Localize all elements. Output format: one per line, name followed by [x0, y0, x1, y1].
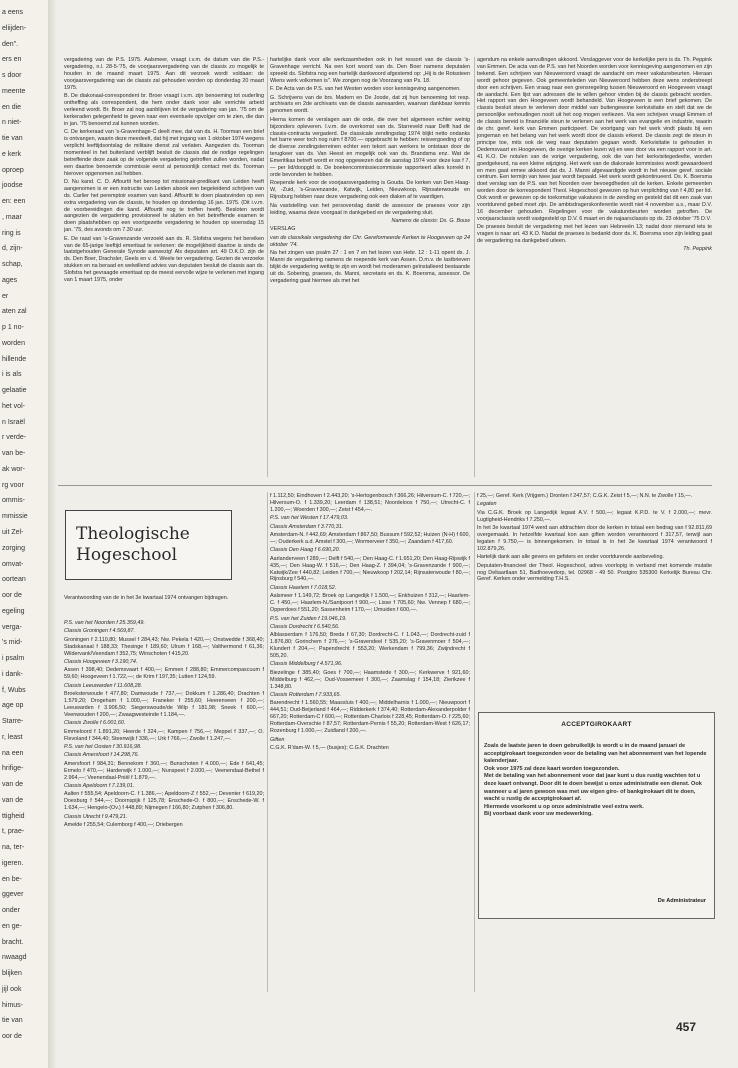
- article-paragraph: Roepende kerk voor de voorjaarsvergadering is Gouda. De kerken van Den Haag-W, -Zuid, 's-Gravenzande, Katwijk, Leiden, Nieuwkoop, Rijnsaterwoude en Rijnsburg hebben naar deze vergadering ook een diaken af te vaardigen.: [270, 180, 470, 201]
- section-title-line-1: Theologische: [76, 524, 190, 544]
- contribution-heading: Classis Leeuwarden f 11.608,28.: [64, 682, 143, 689]
- contribution-heading: Classis Apeldoorn f 7.139,01.: [64, 783, 135, 790]
- article-paragraph: E. De raad van 's-Gravenzande verzoekt aan ds. R. Slofstra wegens het bereiken van de 65-jarige leeftijd emeritaat te verlenen: de mogelijkheid daartoe is sinds de laatstgehouden Generale Synode aanwezig! Als deputaten art. 49 D.K.O. zijn de ds. Den Boer, Drachsler, Geels en v. d. Weele ter vergadering. Gezien de verzoeke stukken en na beraad en welwillend advies van deputaten besluit de classis aan ds. Slofstra het gevraagde emeritaat op de meest eervolle wijze te verlenen met ingang van 1 maart 1975, onder: [64, 235, 264, 284]
- previous-page-fragment: n Israël: [2, 418, 25, 426]
- previous-page-fragment: en ge-: [2, 922, 22, 930]
- contribution-entry: Groningen f 2.110,80; Mussel f 284,43; Nw. Pekela f 420,—; Onstwedde f 368,40; Stadskanaal f 188,33; Thesinge f 189,60; Ulrum f 168,—; Valthermond f 61,36; Wildervank/Veendam f 352,75; Winschoten f 415,20.: [64, 636, 264, 657]
- book-gutter: [48, 0, 58, 1068]
- report-signature: Th. Peppink: [683, 246, 712, 253]
- acceptgiro-paragraph: Zoals de laatste jaren te doen gebruikelijk is wordt u in de maand januari de acceptgirokaart toegezonden voor de betaling van het abonnement van het lopende kalenderjaar.: [484, 743, 707, 765]
- contribution-heading: Classis Den Haag f 6.690,20.: [270, 547, 341, 554]
- contribution-entry: Alblasserdam f 176,50; Breda f 67,30; Dordrecht-C. f 1.043,—; Dordrecht-zuid f 1.876,80; Gorinchem f 276,—; 's-Gravendeel f 535,20; 's-Gravenmoer f 504,—; Klundert f 204,—; Papendrecht f 553,20; Werkendam f 799,36; Zwijndrecht f 505,20.: [270, 632, 470, 660]
- contribution-heading: P.S. van het Noorden f 25.359,49.: [64, 620, 145, 626]
- previous-page-fragment: hrifige-: [2, 765, 24, 773]
- previous-page-fragment: i psalm: [2, 655, 25, 663]
- contribution-entry: Barendrecht f 1.560,55; Maassluis f 400,—; Middelharnis f 1.000,—; Nieuwpoort f 444,51; Oud-Beijerland f 464,—; Ridderkerk f 374,40; Rotterdam-Alexanderpolder f 667,20; Rotterdam-C f 600,—; Rotterdam-Charlois f 228,45; Rotterdam-O. f 225,60; Rotterdam-Overschie f 87,57; Rotterdam-Pernis f 55,20; Rotterdam-West f 626,17; Rozenburg f 1.000,—; Zuidland f 200,—.: [270, 700, 470, 735]
- previous-page-fragment: Starre-: [2, 718, 24, 726]
- previous-page-fragment: himus-: [2, 1001, 24, 1009]
- section-title-box: [65, 510, 232, 580]
- previous-page-fragment: den".: [2, 40, 19, 48]
- previous-page-fragment: van de: [2, 781, 24, 789]
- article-paragraph: Na vaststelling van het persoverslag dankt de assessor de praeses voor zijn leiding, waarna deze voorgaat in dankgebed en de vergadering sluit.: [270, 202, 470, 216]
- previous-page-fragment: oproep: [2, 166, 24, 174]
- contribution-entry: Broeksterwoude f 477,80; Damwoude f 737,—; Dokkum f 1.286,40; Drachten f 1.579,20; Drogeham f 1.000,—; Franeker f 255,60; Heerenveen f 200,—; Leeuwarden f 3.906,50; Siegerswoude/de Wilp f 181,98; Sneek f 600,—; Veenwouden f 200,—; Zwaagwesteinde f 1.184,—.: [64, 691, 264, 718]
- theol-intro: [64, 595, 264, 615]
- previous-page-fragment: a eens: [2, 9, 24, 16]
- previous-page-fragment: i is als: [2, 371, 22, 379]
- previous-page-edge: [0, 0, 49, 1068]
- previous-page-fragment: r verde-: [2, 434, 27, 442]
- contribution-heading: Classis Groningen f 4.569,87.: [64, 628, 136, 635]
- previous-page-fragment: ommis-: [2, 497, 25, 505]
- previous-page-fragment: ages: [2, 276, 18, 284]
- previous-page-fragment: ggever: [2, 891, 24, 899]
- contribution-heading: Classis Haarlem f 7.018,52.: [270, 584, 337, 591]
- previous-page-fragment: uit Zel-: [2, 529, 24, 536]
- article-paragraph: Hierna komen de verslagen aan de orde, die over het algemeen echter weinig bijzonders opleveren. I.v.m. de overkomst van ds. Starreveld naar Delft had de classis-contracta vergaderd. De classicale zendingsdag 1974 blijkt netto ondanks het barre weer toch nog ruim f 8700.— opgebracht te hebben: reisvergoeding of op de diverse zendingsterreinen echter een tekort aan werkers te ontstaan door de terugkeer van ds. Van Heest en mogelijk ook van ds. Brandsma enz. Wat de Emeritikas betreft wordt er nog opgewezen dat de aanslag 1974 voor deze kas f 7,— per lid/doopgid is. De boekencommissiecommissie rapporteert alles korrekt in orde bevonden te hebben.: [270, 116, 470, 178]
- previous-page-fragment: n niet-: [2, 119, 22, 127]
- previous-page-fragment: van be-: [2, 450, 26, 458]
- previous-page-fragment: 's mid-: [2, 639, 23, 647]
- article-paragraph: Na het zingen van psalm 27 : 1 en 7 en het lezen van Hebr. 12 : 1-11 opent ds. J. Manni de vergadering namens de roepende kerk van Assen. D.m.v. de lastbrieven blijkt de vergadering wettig te zijn en wordt het moderamen geïnstalleerd bestaande uit ds. Sobering, praeses, ds. Manni, secretaris en ds. K. Boersma, assessor. De vergadering gaat hiermee als met het: [270, 250, 470, 284]
- top-article-column-2: [270, 57, 470, 482]
- acceptgiro-paragraph: Met de betaling van het abonnement voor dat jaar kunt u dus rustig wachten tot u deze kaart ontvangt. Door dit te doen bewijst u onze administratie een dienst. Ook wanneer u al jaren gewoon was met uw eigen giro- of bankgirokaart dit te doen, wacht u rustig de acceptgirokaart af.: [484, 773, 702, 803]
- contribution-heading: Classis Dordrecht f 6.540,56.: [270, 623, 340, 630]
- previous-page-fragment: na een: [2, 749, 24, 757]
- previous-page-fragment: mmissie: [2, 513, 28, 521]
- column-rule: [267, 492, 268, 992]
- previous-page-fragment: ring is: [2, 229, 21, 237]
- previous-page-fragment: t, prae-: [2, 828, 25, 836]
- acceptgiro-paragraph: Ook voor 1975 zal deze kaart worden toegezonden.: [484, 765, 620, 772]
- contribution-heading: P.S. van het Zuiden f 19.046,19.: [270, 615, 347, 622]
- previous-page-fragment: jijl ook: [2, 985, 22, 993]
- previous-page-fragment: , maar: [2, 213, 22, 221]
- previous-page-fragment: meente: [2, 87, 26, 95]
- previous-page-fragment: verga-: [2, 623, 22, 631]
- contribution-entry: Amelde f 255,54; Culemborg f 400,—; Driebergen: [64, 822, 183, 829]
- contribution-heading: Classis Utrecht f 9.479,21.: [64, 813, 128, 820]
- previous-page-fragment: joodse: [2, 182, 23, 190]
- article-paragraph: G. Schrijvens van de brs. Madern en De Joode, dat zij hun benoeming tot resp. archivaris en 2de archivaris van de classis aanvaarden, waarvan dankbaar kennis genomen wordt.: [270, 94, 470, 115]
- previous-page-fragment: blijken: [2, 970, 22, 978]
- contribution-heading: Classis Zwolle f 6.001,60.: [64, 720, 126, 727]
- previous-page-fragment: aten zal: [2, 308, 27, 316]
- contribution-entry: Via C.G.K. Broek op Langedijk legaat A.V. f 500,—; legaat K.P.D. te V. f 2.000,—; mevr. Lugtigheid-Hendriks f 7.250,—.: [477, 509, 712, 523]
- previous-page-fragment: f, Wubs: [2, 686, 26, 694]
- contribution-entry: Aalten f 555,54; Apeldoorn-C. f 1.386,—; Apeldoorn-Z f 552,—; Deventer f 619,20; Doesburg f 544,—; Doornspijk f 125,78; Enschede-O. f 800,—; Enschede-W. f 1.634,—; Hengelo-(Ov.) f 448,89; Nijmegen f 166,80; Zutphen f 306,80.: [64, 791, 264, 812]
- previous-page-fragment: s door: [2, 72, 22, 80]
- contribution-entry: Emmeloord f 1.891,20; Heerde f 324,—; Kampen f 756,—; Meppel f 337,—; O. Flevoland f 344,40; Steenwijk f 336,—; Urk f 766,—; Zwolle f 1.247,—.: [64, 728, 264, 742]
- contribution-entry: Deputaten-financieel der Theol. Hogeschool, adres voorlopig in verband met komende mutatie nog Deltaartlaan 51, Badhoevedorp, tel. 02968 - 49 50. Postgiro 535300 Kerkelijk Bureau Chr. Geref. Kerken onder vermelding T.H.S.: [477, 562, 712, 583]
- previous-page-fragment: zorging: [2, 544, 25, 552]
- previous-page-fragment: ttigheid: [2, 812, 25, 820]
- article-paragraph: C. De kerkeraad van 's-Gravenhage-C deelt mee, dat van ds. H. Toorman een brief is ontvangen, waarin deze meedeelt, dat hij met ingang van 1 oktober 1974 wegens verplicht leeftijdsontslag de militaire dienst zal verlaten. Aangezien ds. Toorman momenteel in het buitenland verblijft besluit de classis dat de nodige regelingen betreffende deze zaak op de volgende vergadering getroffen zullen worden, nadat een daartoe benoemde commissie eerst al persoonlijk contact met ds. Toorman hierover opgenomen zal hebben.: [64, 129, 264, 177]
- contribution-heading: Classis Rotterdam f 7.933,65.: [270, 692, 342, 699]
- report-heading: VERSLAG: [270, 226, 296, 233]
- theol-column-1: [64, 620, 264, 990]
- contribution-heading: Classis Middelburg f 4.571,96.: [270, 661, 343, 668]
- previous-page-fragment: worden: [2, 339, 25, 347]
- previous-page-fragment: tie van: [2, 135, 23, 143]
- contribution-entry: Biezelinge f 385,40; Goes f 700,—; Haamstede f 300,—; Kerkwerve f 921,60; Middelburg f 462,—; Oud-Vossemeer f 300,—; Zaamslag f 154,18; Zierikzee f 1.348,80.: [270, 669, 470, 690]
- page-number: 457: [676, 1020, 697, 1034]
- contribution-heading: Classis Hoogeveen f 3.190,74.: [64, 659, 138, 666]
- contribution-entry: Aarlanderveen f 289,—; Delft f 540,—; Den Haag-C. f 1.651,20; Den Haag-Rijswijk f 435,—; Den Haag-W. f 516,—; Den Haag-Z. f 394,04; 's-Gravenzande f 900,—; Katwijk/Zee f 440,82; Leiden f 700,—; Nieuwkoop f 202,14; Rijnsaterwoude f 80,—; Rijnsburg f 540,—.: [270, 555, 470, 583]
- contribution-entry: f 1.112,50; Eindhoven f 2.443,20; 's-Hertogenbosch f 366,26; Hilversum-C. f 720,—; Hilversum-O. f 1.339,20; Leerdam f 138,51; Noordeloos f 750,—; Utrecht-C. f 1.200,—; Woerden f 300,—; Zeist f 454,—.: [270, 493, 470, 513]
- previous-page-fragment: schap,: [2, 261, 23, 269]
- acceptgiro-paragraph: Hiermede voorkomt u op onze administratie veel extra werk.: [484, 803, 644, 810]
- previous-page-fragment: onder: [2, 907, 20, 915]
- previous-page-fragment: van de: [2, 796, 24, 804]
- contribution-heading: P.S. van het Westen f 17.479,03.: [270, 515, 349, 522]
- contribution-entry: C.G.K. R'dam-W. f 5,— (busjes); C.G.K. Drachten: [270, 744, 389, 751]
- previous-page-fragment: oor de: [2, 1033, 22, 1041]
- previous-page-fragment: bracht.: [2, 938, 24, 946]
- article-paragraph: agendum na enkele aanvullingen akkoord. Verslaggever voor de kerkelijke pers is ds. Th. Peppink van Emmen. De acta van de P.S. van het Noorden worden voor kennisgeving aangenomen en zijn bekend. Een schrijven van Nieuweroord vraagt de aandacht om meer vakaturebeurten. Hieraan wordt gehoor gegeven. Ook gemeenteleden van Nieuweroord hebben deze wens onderstreept door een schrijven. Een vraag naar een grensregeling tussen Nieuweroord en Hoogeveen vraagt de aandacht. Een lijst van adressen die te willen gehoor vinden bij de classis gebracht worden. Het rapport van den Hoogeveen wordt behandeld. Van Hoogeveen is een brief gekomen. De classis besluit steun te verlenen door middel van buitengewone kerkvisitatie en stelt dat we de persoonlijke verhoudingen nooit uit het oog mogen verliezen. Via een schrijven vraagt Emmen of de classis bereid is financiële steun te verlenen aan het werk van evangelie en industrie, waarin de chr. geref. kerk van Emmen participeert. De voortgang van het werk vindt plaats bij een jongeman en het belang van het werk wordt door de classis erkend. De classis zegt de steun in principe toe, mits ook de weg naar deputaten gegaan wordt. Kerkvisitatie is gehouden in Dedemsvaart en Hoogeveen, de overige kerken lezen wij en wee door via een rapport voor in art. 41 K.O. De notulen van de vorige vergadering, ook die van het kerkvisitegedeelte, worden goedgekeurd, na een kleine wijziging. Het werk van de diakonale kommissies wordt gewaardeerd en men gaat ermee akkoord dat ds. J. Manni afgevaardigde wordt in het nieuwe geref. sociale centrum. Een termijn van twee jaar wordt bepaald. Het werk wordt gekontinueerd. Ds. K. Boersma doet verslag van de P.S. van het Noorden over bevoegdheden uit de kerken. Enkele gemeenten worden door de korrespondent Theol. Hogeschool gewezen op hun verplichting van f 4,80 per lid. Ook wordt er gewezen op de toekomstige vakatures in de zending en gesteld dat dit een zaak van voortdurend gebed moet zijn. De ambtsdragerskonferentie wordt niet 4 november a.s., maar D.V. 16 december gehouden. Regelingen voor de vakaturebeurten worden getroffen. De voorjaarsclassis wordt vastgesteld op D.V. 6 maart en de najaarsclassis op ds. 23 oktober '75 D.V.: [477, 57, 712, 222]
- previous-page-fragment: r, least: [2, 733, 23, 741]
- previous-page-fragment: er: [2, 292, 9, 300]
- acceptgiro-paragraph: Bij voorbaat dank voor uw medewerking.: [484, 811, 593, 818]
- previous-page-fragment: ers en: [2, 56, 22, 64]
- article-paragraph: B. De diakonaal-correspondent br. Broer vraagt i.v.m. zijn benoeming tot ouderling ontheffing als correspondent, die hem onder dank voor alle verrichte arbeid verleend wordt. Br. Broer zal nog aanblijven tot de vergadering van jan. '75 om de kerkeraden gelegenheid te geven naar een eventuele opvolger om te zien, die dan in jan. '75 benoemd zal kunnen worden.: [64, 93, 264, 127]
- previous-page-fragment: oor de: [2, 592, 22, 600]
- article-paragraph: hartelijke dank voor alle werkzaamheden ook in het ressort van de classis 's-Gravenhage verricht. Na een kort woord van ds. Den Boer namens deputaten spreekt ds. Slofstra nog een hartelijk dankwoord afgestemd op: „Hij is de Rotssteen Wiens werk volkomen is". We zongen nog de Voorzang van Ps. 18.: [270, 57, 470, 84]
- contribution-entry: Aalsmeer f 1.149,72; Broek op Langedijk f 1.500,—; Enkhuizen f 312,—; Haarlem-C. f 450,—; Haarlem-N./Santpoort f 900,—; Lisse f 705,60; Nw. Vennep f 680,—; Opperdoes f 551,20; Sassenheim f 170,—; IJmuiden f 600,—.: [270, 593, 470, 614]
- contribution-entry: f 25,—; Geref. Kerk (Vrijgem.) Dronten f 247,57; C.G.K. Zeist f 5,—; N.N. te Zwolle f 15,—.: [477, 493, 693, 499]
- article-paragraph: van de classikale vergadering der Chr. Gereformeerde Kerken te Hoogeveen op 24 oktober '74.: [270, 234, 470, 248]
- previous-page-fragment: i dank-: [2, 670, 24, 678]
- previous-page-fragment: nwaagd: [2, 954, 27, 962]
- previous-page-fragment: e kerk: [2, 150, 22, 158]
- previous-page-fragment: en be-: [2, 875, 22, 883]
- contribution-entry: Hartelijk dank aan alle gevers en gefsters en onder voortdurende aanbeveling.: [477, 554, 664, 561]
- section-title-line-2: Hogeschool: [76, 545, 178, 565]
- previous-page-fragment: d, zijn-: [2, 245, 23, 253]
- column-rule: [267, 57, 268, 477]
- intro-text: Verantwoording van de in het 3e kwartaal 1974 ontvangen bijdragen.: [64, 595, 229, 601]
- top-article-column-1: [64, 57, 264, 482]
- previous-page-fragment: igeren.: [2, 859, 24, 867]
- previous-page-fragment: p 1 no-: [2, 324, 24, 332]
- contribution-entry: Assen f 398,40; Dedemsvaart f 400,—; Emmen f 288,80; Emmercompascuum f 59,60; Hoogeveen f 1.722,—; de Krim f 197,35; Lutten f 124,59.: [64, 667, 264, 681]
- previous-page-fragment: hillende: [2, 355, 27, 363]
- previous-page-fragment: eliijden-: [2, 24, 27, 32]
- previous-page-fragment: na, ter-: [2, 844, 25, 852]
- previous-page-fragment: omvat-: [2, 560, 24, 568]
- article-paragraph: De praeses besluit de vergadering met het lezen van Hebreeën 13; nadat door niemand iets te vragen is naar art. 43 K.O. Nadat de praeses is bedankt door ds. K. Boersma voor zijn leiding gaat de vergadering na dankgebed uiteen.: [477, 224, 712, 245]
- theol-column-2: [270, 493, 470, 993]
- acceptgiro-notice: [478, 712, 715, 919]
- article-signature: Namens de classis: Ds. G. Bouw: [391, 217, 470, 224]
- previous-page-fragment: rg voor: [2, 481, 24, 489]
- previous-page-fragment: egeling: [2, 607, 25, 615]
- theol-column-3: [477, 493, 712, 703]
- contribution-heading: P.S. van het Oosten f 30.916,98.: [64, 744, 142, 750]
- top-article-column-3: [477, 57, 712, 482]
- article-paragraph: D. Nu kand. C. D. Affourtit het beroep tot missionair-predikant van Leiden heeft aangenomen is er een instructie van Leiden alsook een begeleidend schrijven van ds. Carlier het peremptoir examen van kand. Affourtit te doen plaatsvinden op een extra vergadering van de classis, te houden op donderdag 16 jan. 1975. (Dit i.v.m. de voorbereidingen die kand. Affourtit nog te treffen heeft). Besloten wordt aangezien de vergadering provisioneel te sluiten en het betreffende examen te doen plaatshebben op een voortgezette vergadering te houden op woensdag 15 jan. '75, des avonds om 7.30 uur.: [64, 178, 264, 234]
- column-rule: [474, 492, 475, 992]
- contribution-heading: Legaten: [477, 501, 497, 508]
- contribution-heading: Giften: [270, 736, 285, 743]
- previous-page-fragment: en die: [2, 103, 22, 111]
- acceptgiro-body: [484, 743, 709, 819]
- contribution-heading: Classis Amsterdam f 3.770,31.: [270, 523, 344, 530]
- previous-page-fragment: het vol-: [2, 402, 25, 410]
- previous-page-fragment: age op: [2, 702, 24, 710]
- section-divider: [58, 485, 712, 486]
- acceptgiro-title: ACCEPTGIROKAART: [561, 721, 632, 728]
- contribution-entry: In het 3e kwartaal 1974 werd aan afdrachten door de kerken in totaal een bedrag van f 92.811,69 overgemaakt. In hetzelfde kwartaal kon aan giften worden verantwoord f 317,57, terwijl aan legaten f 9.750,— is binnengekomen. In totaal is in het 3e kwartaal 1974 verantwoord f 102.879,26.: [477, 525, 712, 552]
- previous-page-fragment: oortean: [2, 576, 26, 584]
- previous-page-fragment: tie van: [2, 1017, 23, 1025]
- article-paragraph: F. De Acta van de P.S. van het Westen worden voor kennisgeving aangenomen.: [270, 86, 461, 93]
- contribution-entry: Amsterdam-N. f 442,69; Amsterdam f 867,50; Bussum f 592,52; Huizen (N-H) f 600,—; Ouderkerk a.d. Amstel f 300,—; Wormerveer f 350,—; Zaandam f 417,60.: [270, 532, 470, 545]
- column-rule: [474, 57, 475, 477]
- previous-page-fragment: en: een: [2, 198, 26, 206]
- contribution-entry: Amersfoort f 984,31; Bennekom f 360,—; Bunschoten f 4.000,—; Ede f 641,45; Ermelo f 470,—; Harderwijk f 1.000,—; Nunspeet f 2.000,—; Veenendaal-Bethel f 2.964,—; Veenendaal-Pniël f 1.879,—.: [64, 760, 264, 781]
- article-paragraph: vergadering van de P.S. 1975. Aalsmeer, vraagt i.v.m. de datum van die P.S.-vergadering, n.l. 28-5-'75, de voorjaarsvergadering van de classis zo mogelijk te houden in de maand maart 1975. Aan dit verzoek wordt voldaan: de voorjaarsvergadering van de classis zal gehouden worden op donderdag 20 maart 1975.: [64, 57, 264, 91]
- previous-page-fragment: ak wor-: [2, 465, 25, 473]
- contribution-heading: Classis Amersfoort f 14.298,76.: [64, 752, 140, 759]
- previous-page-fragment: gelaatie: [2, 387, 27, 395]
- acceptgiro-signoff: De Administrateur: [657, 898, 706, 904]
